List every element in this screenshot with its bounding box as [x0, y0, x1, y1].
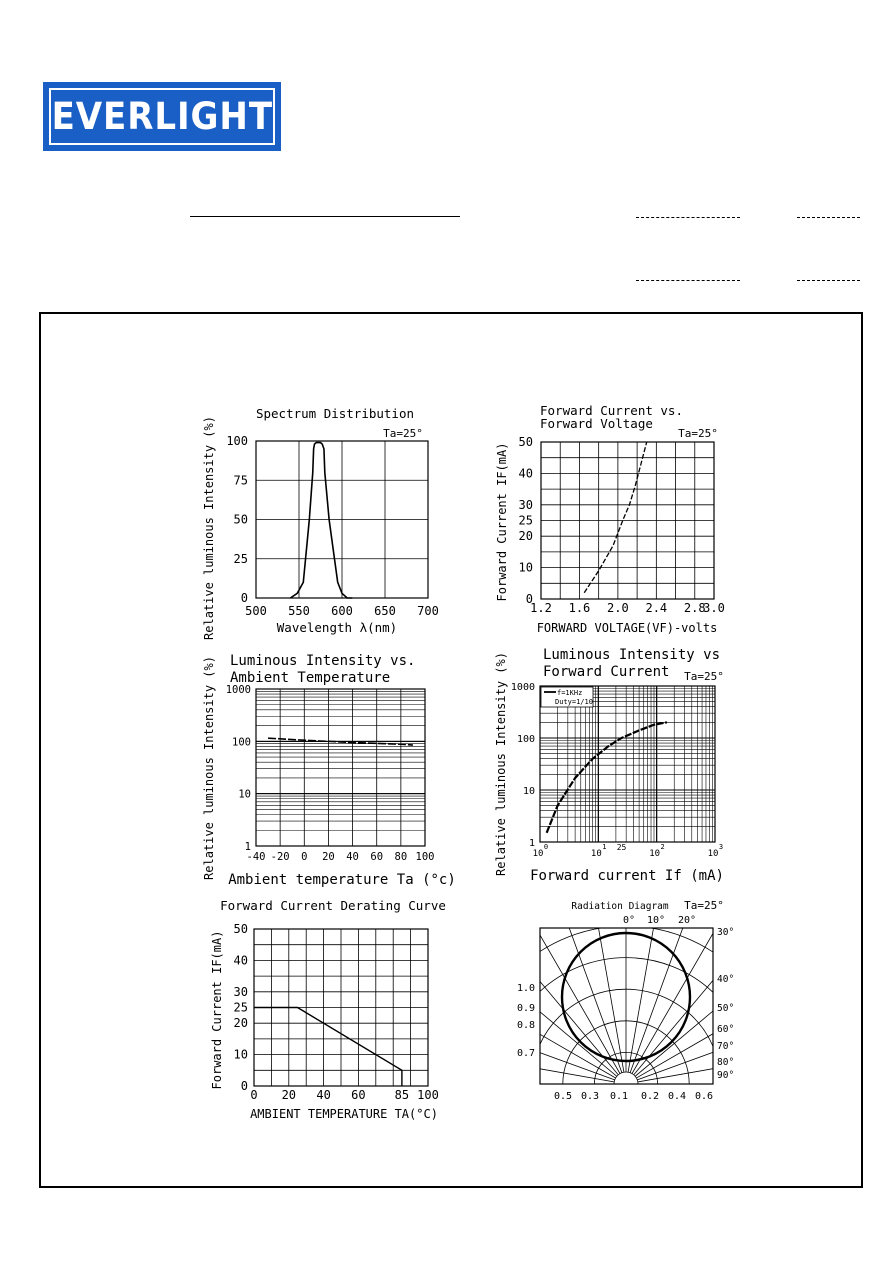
chart-title: Radiation Diagram: [571, 901, 669, 912]
angle-label: 90°: [717, 1070, 735, 1081]
x-tick-label: 3.0: [703, 601, 725, 615]
x-tick-label: 20: [322, 851, 335, 863]
chart-condition: Ta=25°: [383, 427, 423, 440]
angle-label: 10°: [646, 915, 666, 926]
radius-label: 0.9: [516, 1003, 535, 1014]
x-tick-label: 10: [532, 849, 544, 859]
chart-ifiv: [494, 647, 724, 884]
series-line: [254, 1008, 402, 1087]
angle-label: 70°: [717, 1041, 735, 1052]
chart-condition: Ta=25°: [678, 427, 718, 440]
x-tick-label: 10: [590, 849, 602, 859]
x-axis-label: AMBIENT TEMPERATURE TA(°C): [250, 1107, 438, 1121]
y-tick-label: 1: [244, 841, 251, 853]
x-tick-label: 600: [331, 604, 353, 618]
x-tick-label: 40: [316, 1088, 331, 1102]
x-axis-label: Ambient temperature Ta (°c): [228, 872, 456, 888]
radius-label: 0.8: [516, 1020, 535, 1031]
chart-title: Spectrum Distribution: [255, 406, 415, 421]
x-tick-label: 650: [374, 604, 396, 618]
legend-entry: Duty=1/10: [555, 698, 593, 706]
y-axis-label: Relative luminous Intensity (%): [202, 416, 216, 640]
x-tick-exponent: 0: [543, 843, 549, 851]
x-tick-label: 0: [250, 1088, 258, 1102]
y-tick-label: 10: [518, 560, 533, 575]
angle-label: 0°: [622, 915, 636, 926]
x-tick-label: 20: [281, 1088, 297, 1102]
legend-entry: f=1KHz: [557, 689, 583, 697]
y-axis-label: Forward Current IF(mA): [495, 442, 509, 602]
radial-spoke: [344, 981, 626, 1084]
chart-title-line: Forward Current vs.: [540, 403, 683, 418]
x-tick-label: 10: [649, 849, 661, 859]
angle-label: 80°: [717, 1057, 735, 1068]
radius-label: 0.7: [516, 1048, 535, 1059]
bottom-scale-label: 0.2: [640, 1091, 660, 1102]
x-tick-label: 700: [417, 604, 439, 618]
x-axis-label: Forward current If (mA): [530, 868, 724, 884]
x-tick-label: -40: [246, 851, 266, 863]
y-tick-label: 10: [522, 786, 535, 797]
y-tick-label: 50: [233, 512, 248, 527]
x-tick-label: 60: [351, 1088, 366, 1102]
chart-title-line: Luminous Intensity vs.: [230, 653, 416, 669]
series-line: [547, 722, 667, 832]
radial-spoke: [626, 1032, 892, 1084]
chart-title-line: Forward Current: [543, 664, 670, 680]
y-tick-label: 100: [516, 734, 535, 745]
y-tick-label: 20: [233, 1016, 248, 1031]
y-tick-label: 20: [518, 529, 533, 544]
y-tick-label: 25: [233, 1000, 248, 1015]
y-tick-label: 75: [233, 473, 248, 488]
bottom-scale-label: 0.1: [609, 1091, 629, 1102]
y-tick-label: 40: [233, 953, 248, 968]
x-tick-label: 550: [288, 604, 310, 618]
chart-derating: [210, 898, 446, 1121]
y-tick-label: 50: [233, 922, 248, 936]
x-tick-exponent: 3: [718, 843, 724, 851]
y-tick-label: 25: [518, 513, 533, 528]
chart-title-line: Ambient Temperature: [230, 670, 391, 686]
chart-spectrum: [202, 406, 439, 640]
angle-label: 50°: [717, 1003, 735, 1014]
x-tick-label: 60: [370, 851, 384, 863]
x-tick-label: 2.4: [645, 601, 668, 615]
angle-label: 30°: [717, 927, 735, 938]
x-tick-label: 0: [301, 851, 308, 863]
x-tick-label: 25: [616, 843, 627, 852]
y-axis-label: Forward Current IF(mA): [210, 930, 224, 1090]
x-tick-label: 500: [245, 604, 267, 618]
x-tick-exponent: 2: [660, 843, 665, 851]
radial-spoke: [626, 934, 886, 1084]
chart-condition: Ta=25°: [684, 899, 724, 912]
chart-title: Forward Current Derating Curve: [220, 898, 446, 913]
y-axis-label: Relative luminous Intensity (%): [494, 652, 508, 876]
y-tick-label: 10: [238, 788, 251, 801]
y-tick-label: 25: [233, 551, 248, 566]
bottom-scale-label: 0.5: [553, 1091, 573, 1102]
x-tick-label: 2.0: [607, 601, 629, 615]
radial-spoke: [523, 802, 626, 1084]
logo-text: EVERLIGHT: [51, 95, 273, 138]
x-tick-label: 80: [394, 851, 408, 863]
x-axis-label: Wavelength λ(nm): [276, 620, 398, 635]
chart-condition: Ta=25°: [684, 670, 724, 683]
y-tick-label: 50: [518, 435, 533, 449]
x-tick-label: 85: [394, 1088, 410, 1102]
x-tick-label: 1.6: [568, 601, 591, 615]
y-tick-label: 30: [518, 497, 533, 512]
y-tick-label: 10: [233, 1047, 248, 1062]
bottom-scale-label: 0.3: [580, 1091, 600, 1102]
series-line: [290, 443, 352, 598]
bottom-scale-label: 0.4: [667, 1091, 687, 1102]
y-tick-label: 100: [232, 736, 251, 749]
y-tick-label: 1000: [510, 682, 535, 693]
y-tick-label: 40: [518, 466, 533, 481]
angle-label: 20°: [677, 915, 697, 926]
chart-title-line: Forward Voltage: [540, 416, 653, 431]
plot-border: [540, 686, 715, 842]
x-tick-exponent: 1: [602, 843, 607, 851]
x-axis-label: FORWARD VOLTAGE(VF)-volts: [536, 621, 718, 635]
x-tick-label: 100: [417, 1088, 439, 1102]
y-tick-label: 1: [528, 838, 535, 849]
y-tick-label: 0: [240, 1079, 248, 1093]
x-tick-label: 1.2: [530, 601, 552, 615]
y-tick-label: 30: [233, 984, 248, 999]
radius-label: 1.0: [516, 983, 535, 994]
chart-temp: [202, 653, 456, 888]
plot-border: [256, 689, 425, 846]
x-tick-label: 2.8: [683, 601, 706, 615]
chart-title-line: Luminous Intensity vs: [543, 647, 721, 663]
bottom-scale-label: 0.6: [694, 1091, 714, 1102]
radial-spoke: [396, 891, 626, 1084]
chart-iv: [495, 403, 725, 635]
x-tick-label: 100: [415, 851, 435, 863]
y-axis-label: Relative luminous Intensity (%): [202, 656, 216, 880]
y-tick-label: 0: [525, 592, 533, 606]
angle-label: 40°: [717, 974, 735, 985]
y-tick-label: 0: [240, 591, 248, 605]
radial-spoke: [366, 934, 626, 1084]
y-tick-label: 1000: [225, 684, 251, 696]
x-tick-label: 10: [707, 849, 719, 859]
x-tick-label: -20: [270, 851, 290, 863]
y-tick-label: 100: [226, 434, 248, 448]
radial-spoke: [626, 981, 892, 1084]
x-tick-label: 40: [346, 851, 359, 863]
angle-label: 60°: [717, 1024, 735, 1035]
